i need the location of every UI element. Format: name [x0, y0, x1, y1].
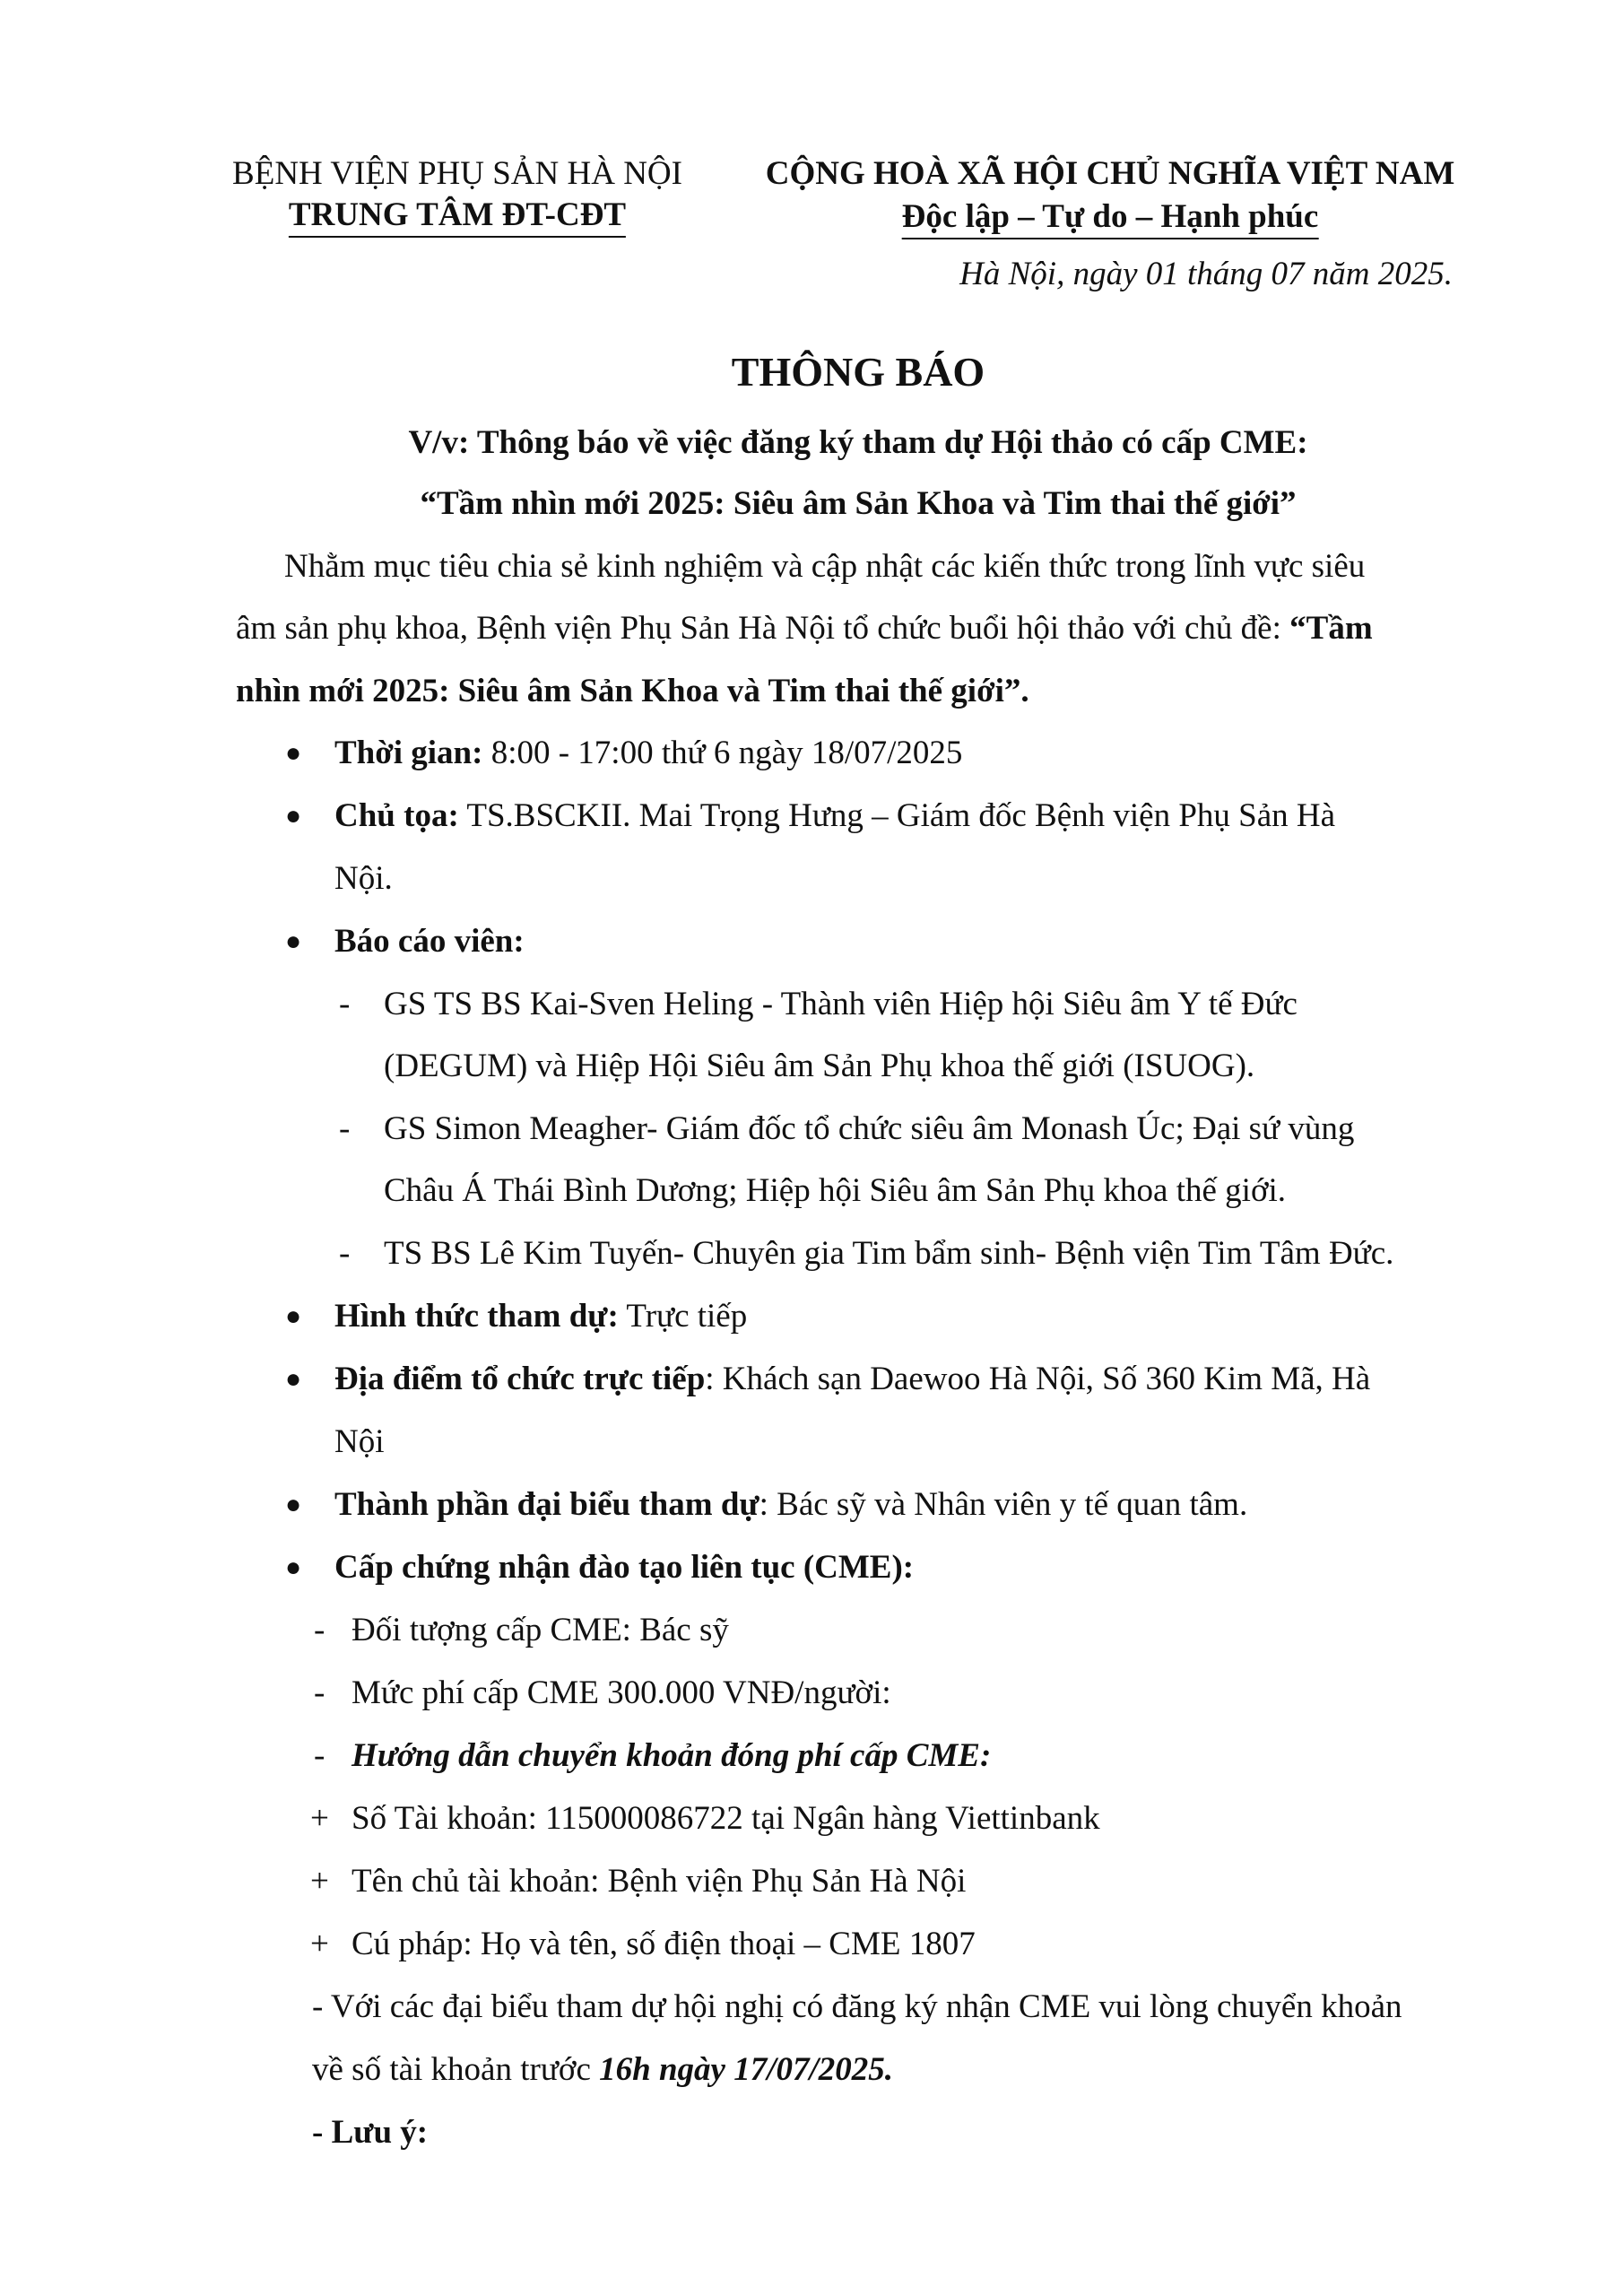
- item-label: Báo cáo viên:: [334, 923, 525, 960]
- speaker-line: GS Simon Meagher- Giám đốc tổ chức siêu âm Monash Úc; Đại sứ vùng: [384, 1110, 1355, 1147]
- deadline-date: 16h ngày 17/07/2025.: [599, 2051, 894, 2088]
- intro-text: âm sản phụ khoa, Bệnh viện Phụ Sản Hà Nội tổ chức buổi hội thảo với chủ đề:: [236, 610, 1290, 647]
- list-item-chair: [285, 796, 1336, 836]
- national-title: CỘNG HOÀ XÃ HỘI CHỦ NGHĨA VIỆT NAM: [765, 155, 1455, 192]
- item-value: TS.BSCKII. Mai Trọng Hưng – Giám đốc Bệnh viện Phụ Sản Hà: [458, 797, 1336, 834]
- list-item-cme: [285, 1548, 915, 1587]
- remark-label: - Lưu ý:: [312, 2114, 429, 2151]
- dash-marker: -: [314, 1737, 325, 1774]
- bullet-icon: ●: [285, 1364, 302, 1394]
- speaker-line: GS TS BS Kai-Sven Heling - Thành viên Hiệp hội Siêu âm Y tế Đức: [384, 986, 1298, 1022]
- item-value: : Bác sỹ và Nhân viên y tế quan tâm.: [759, 1486, 1248, 1523]
- account-holder: Tên chủ tài khoản: Bệnh viện Phụ Sản Hà Nội: [352, 1863, 967, 1900]
- subject-line: V/v: Thông báo về việc đăng ký tham dự Hội thảo có cấp CME:: [408, 424, 1308, 461]
- item-value: : Khách sạn Daewoo Hà Nội, Số 360 Kim Mã, Hà: [705, 1361, 1371, 1397]
- item-label: Địa điểm tổ chức trực tiếp: [334, 1361, 706, 1397]
- department-name: TRUNG TÂM ĐT-CĐT: [289, 196, 626, 238]
- subject-quote: “Tầm nhìn mới 2025: Siêu âm Sản Khoa và Tim thai thế giới”: [420, 485, 1297, 522]
- speaker-line: (DEGUM) và Hiệp Hội Siêu âm Sản Phụ khoa thế giới (ISUOG).: [384, 1048, 1255, 1084]
- dash-marker: -: [314, 1612, 325, 1648]
- item-label: Thời gian:: [334, 735, 483, 771]
- item-continuation: Nội: [334, 1423, 385, 1460]
- deadline-note: [312, 2050, 893, 2090]
- note-text: về số tài khoản trước: [312, 2051, 600, 2088]
- speaker-line: Châu Á Thái Bình Dương; Hiệp hội Siêu âm Sản Phụ khoa thế giới.: [384, 1172, 1287, 1209]
- transfer-syntax: Cú pháp: Họ và tên, số điện thoại – CME 1807: [352, 1926, 976, 1962]
- intro-line: [236, 609, 1373, 648]
- deadline-note: - Với các đại biểu tham dự hội nghị có đăng ký nhận CME vui lòng chuyển khoản: [312, 1988, 1402, 2025]
- plus-marker: +: [310, 1863, 329, 1900]
- item-label: Thành phần đại biểu tham dự: [334, 1486, 759, 1523]
- dash-marker: -: [314, 1674, 325, 1711]
- national-motto: Độc lập – Tự do – Hạnh phúc: [902, 197, 1319, 239]
- org-name: BỆNH VIỆN PHỤ SẢN HÀ NỘI: [232, 155, 682, 192]
- item-value: Trực tiếp: [618, 1298, 748, 1335]
- intro-line: Nhằm mục tiêu chia sẻ kinh nghiệm và cập nhật các kiến thức trong lĩnh vực siêu: [284, 548, 1366, 585]
- intro-line: nhìn mới 2025: Siêu âm Sản Khoa và Tim thai thế giới”.: [236, 673, 1029, 709]
- document-date: Hà Nội, ngày 01 tháng 07 năm 2025.: [959, 256, 1453, 292]
- cme-guide: Hướng dẫn chuyển khoản đóng phí cấp CME:: [352, 1737, 992, 1774]
- plus-marker: +: [310, 1800, 329, 1837]
- dash-marker: -: [339, 1235, 351, 1272]
- cme-fee: Mức phí cấp CME 300.000 VNĐ/người:: [352, 1674, 891, 1711]
- cme-target: Đối tượng cấp CME: Bác sỹ: [352, 1612, 729, 1648]
- item-value: 8:00 - 17:00 thứ 6 ngày 18/07/2025: [482, 735, 963, 771]
- bullet-icon: ●: [285, 738, 302, 768]
- list-item-attendees: [285, 1485, 1248, 1525]
- list-item-format: [285, 1297, 748, 1336]
- speaker-line: TS BS Lê Kim Tuyến- Chuyên gia Tim bẩm sinh- Bệnh viện Tim Tâm Đức.: [384, 1235, 1394, 1272]
- bullet-icon: ●: [285, 801, 302, 831]
- list-item-speakers: [285, 922, 525, 961]
- document-title: THÔNG BÁO: [731, 349, 985, 395]
- item-label: Chủ tọa:: [334, 797, 459, 834]
- item-continuation: Nội.: [334, 860, 393, 897]
- item-label: Cấp chứng nhận đào tạo liên tục (CME):: [334, 1549, 915, 1586]
- bullet-icon: ●: [285, 1490, 302, 1519]
- bullet-icon: ●: [285, 926, 302, 956]
- intro-bold: “Tầm: [1289, 610, 1373, 647]
- dash-marker: -: [339, 1110, 351, 1147]
- bullet-icon: ●: [285, 1552, 302, 1582]
- plus-marker: +: [310, 1926, 329, 1962]
- item-label: Hình thức tham dự:: [334, 1298, 619, 1335]
- bank-account: Số Tài khoản: 115000086722 tại Ngân hàng Viettinbank: [352, 1800, 1100, 1837]
- list-item-time: [285, 734, 963, 773]
- dash-marker: -: [339, 986, 351, 1022]
- list-item-venue: [285, 1360, 1371, 1399]
- bullet-icon: ●: [285, 1301, 302, 1331]
